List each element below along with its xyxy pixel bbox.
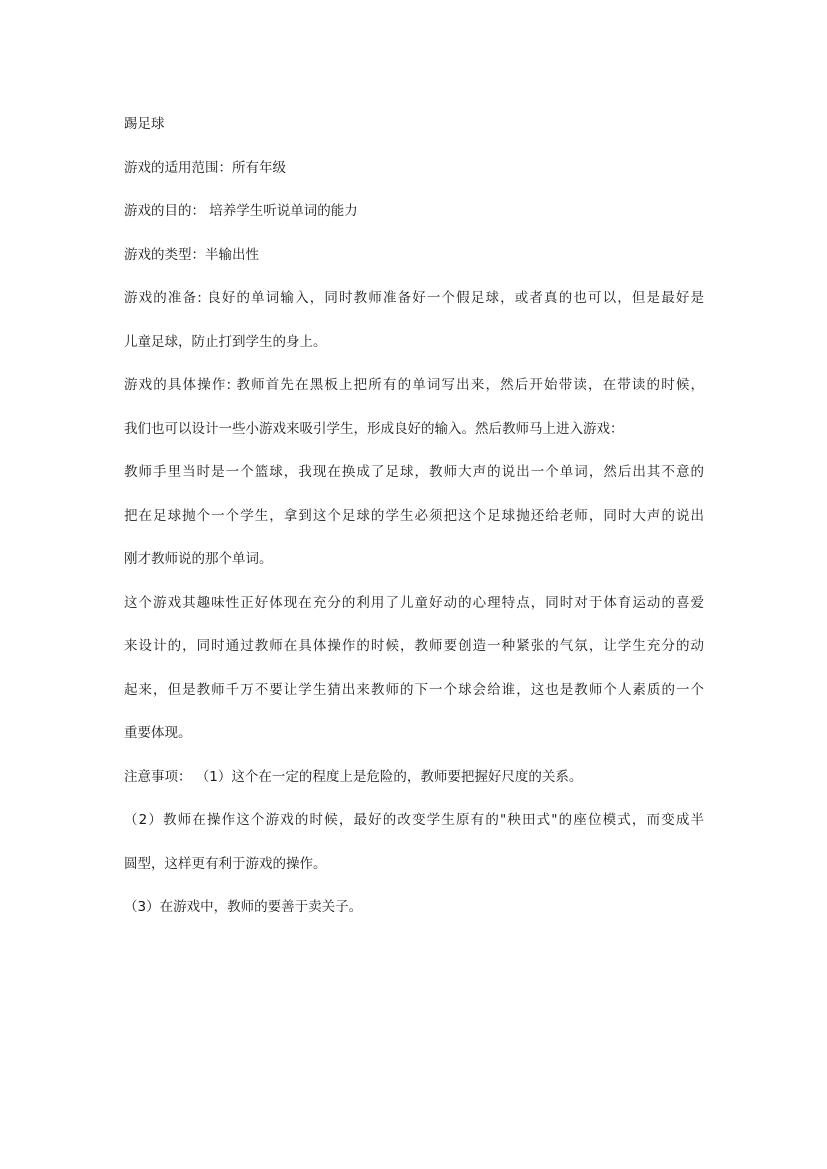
analysis-line-1: 这个游戏其趣味性正好体现在充分的利用了儿童好动的心理特点，同时对于体育运动的喜爱 — [124, 594, 704, 611]
document-body — [124, 108, 704, 935]
analysis-line-4: 重要体现。 — [124, 725, 192, 741]
operation-line-3: 教师手里当时是一个篮球，我现在换成了足球，教师大声的说出一个单词，然后出其不意的 — [124, 464, 704, 480]
preparation-line-1: 游戏的准备: 良好的单词输入，同时教师准备好一个假足球，或者真的也可以，但是最好是 — [124, 290, 704, 306]
note-line-2: （2）教师在操作这个游戏的时候，最好的改变学生原有的"秧田式"的座位模式，而变成半 — [124, 812, 704, 828]
analysis-line-2: 来设计的，同时通过教师在具体操作的时候，教师要创造一种紧张的气氛，让学生充分的动 — [124, 638, 704, 654]
preparation-line-2: 儿童足球，防止打到学生的身上。 — [124, 333, 327, 350]
type-line: 游戏的类型：半输出性 — [124, 246, 259, 263]
operation-line-2: 我们也可以设计一些小游戏来吸引学生，形成良好的输入。然后教师马上进入游戏： — [124, 420, 624, 437]
note-line-4: （3）在游戏中，教师的要善于卖关子。 — [124, 899, 363, 915]
document-title: 踢足球 — [124, 116, 165, 132]
note-line-1: 注意事项： （1）这个在一定的程度上是危险的，教师要把握好尺度的关系。 — [124, 768, 583, 785]
note-line-3: 圆型，这样更有利于游戏的操作。 — [124, 855, 327, 872]
operation-line-4: 把在足球抛个一个学生，拿到这个足球的学生必须把这个足球抛还给老师，同时大声的说出 — [124, 507, 704, 524]
purpose-line: 游戏的目的： 培养学生听说单词的能力 — [124, 203, 358, 219]
analysis-line-3: 起来，但是教师千万不要让学生猜出来教师的下一个球会给谁，这也是教师个人素质的一个 — [124, 681, 704, 698]
operation-line-5: 刚才教师说的那个单词。 — [124, 551, 273, 567]
scope-line: 游戏的适用范围：所有年级 — [124, 159, 286, 176]
operation-line-1: 游戏的具体操作: 教师首先在黑板上把所有的单词写出来，然后开始带读，在带读的时候， — [124, 377, 704, 393]
